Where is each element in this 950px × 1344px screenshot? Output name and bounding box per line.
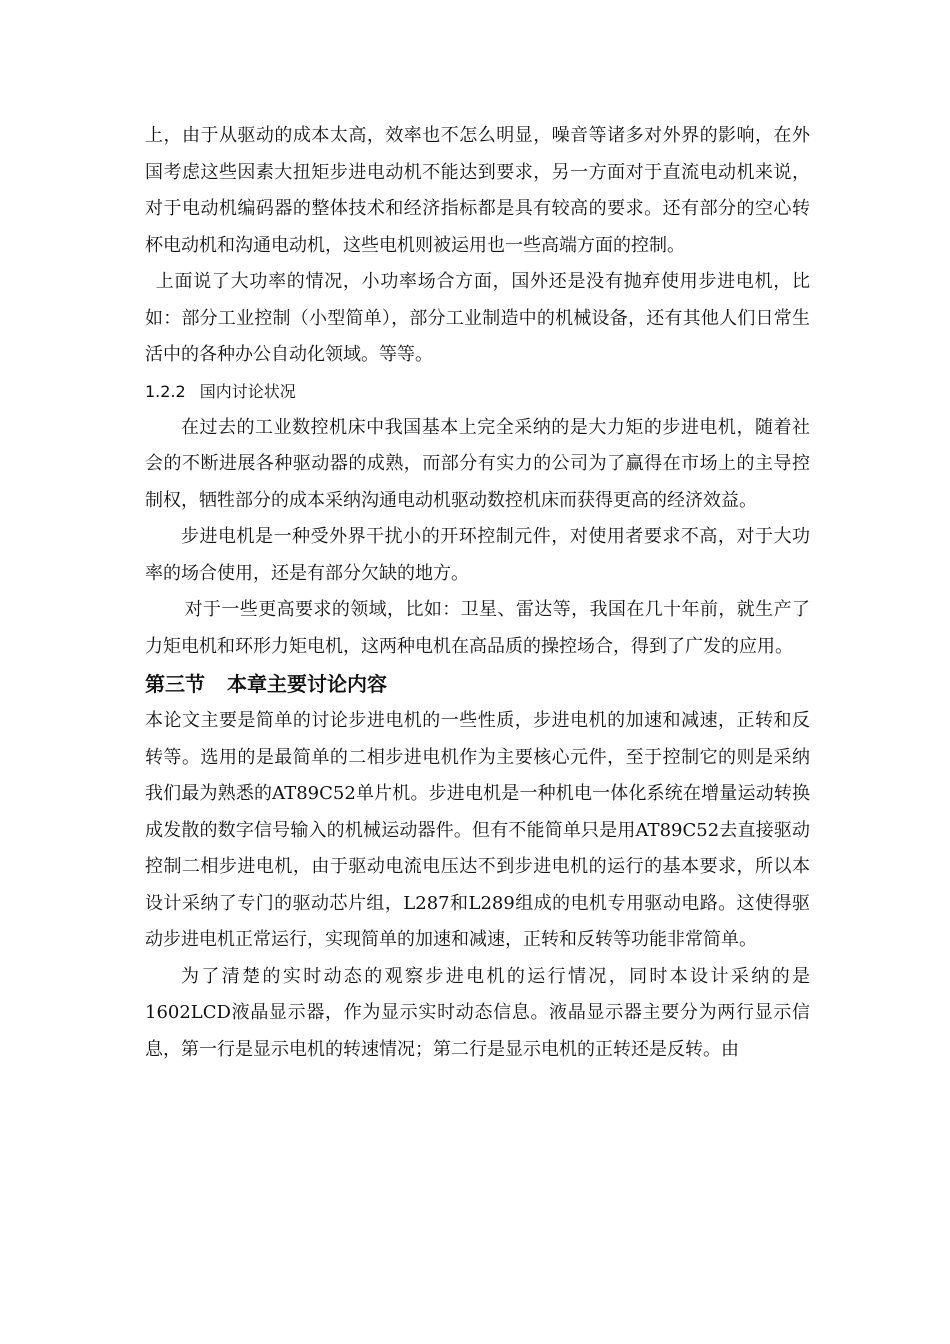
paragraph-stepper-open-loop: 步进电机是一种受外界干扰小的开环控制元件，对使用者要求不高，对于大功率的场合使用，还是有部分欠缺的地方。 xyxy=(145,526,810,584)
paragraph-foreign-small-power: 上面说了大功率的情况，小功率场合方面，国外还是没有抛弃使用步进电机，比如：部分工业控制（小型简单），部分工业制造中的机械设备，还有其他人们日常生活中的各种办公自动化领域。等等。 xyxy=(145,271,810,365)
paragraph-domestic-cnc: 在过去的工业数控机床中我国基本上完全采纳的是大力矩的步进电机，随着社会的不断进展各种驱动器的成熟，而部分有实力的公司为了赢得在市场上的主导控制权，牺牲部分的成本采纳沟通电动机驱动数控机床而获得更高的经济效益。 xyxy=(145,416,810,511)
section-number: 第三节 xyxy=(145,672,205,696)
subsection-heading xyxy=(145,374,810,410)
paragraph-lcd-display: 为了清楚的实时动态的观察步进电机的运行情况，同时本设计采纳的是1602LCD液晶显示器，作为显示实时动态信息。液晶显示器主要分为两行显示信息，第一行是显示电机的转速情况；第二行是显示电机的正转还是反转。由 xyxy=(145,965,810,1060)
paragraph-thesis-overview: 本论文主要是简单的讨论步进电机的一些性质，步进电机的加速和减速，正转和反转等。选用的是最简单的二相步进电机作为主要核心元件，至于控制它的则是采纳我们最为熟悉的AT89C52单片机。步进电机是一种机电一体化系统在增量运动转换成发散的数字信号输入的机械运动器件。但有不能简单只是用AT89C52去直接驱动控制二相步进电机，由于驱动电流电压达不到步进电机的运行的基本要求，所以本设计采纳了专门的驱动芯片组，L287和L289组成的电机专用驱动电路。这使得驱动步进电机正常运行，实现简单的加速和减速，正转和反转等功能非常简单。 xyxy=(145,710,810,950)
paragraph-torque-motor: 对于一些更高要求的领域，比如：卫星、雷达等，我国在几十年前，就生产了力矩电机和环形力矩电机，这两种电机在高品质的操控场合，得到了广发的应用。 xyxy=(145,599,810,657)
paragraph-foreign-large-power: 上，由于从驱动的成本太高，效率也不怎么明显，噪音等诸多对外界的影响，在外国考虑这些因素大扭矩步进电动机不能达到要求，另一方面对于直流电动机来说，对于电动机编码器的整体技术和经济指标都是具有较高的要求。还有部分的空心转杯电动机和沟通电动机，这些电机则被运用也一些高端方面的控制。 xyxy=(145,125,810,256)
subsection-number: 1.2.2 xyxy=(145,381,186,401)
section-title: 本章主要讨论内容 xyxy=(227,672,387,696)
subsection-title: 国内讨论状况 xyxy=(199,381,296,401)
section-heading xyxy=(145,665,810,703)
document-body xyxy=(145,118,810,1068)
